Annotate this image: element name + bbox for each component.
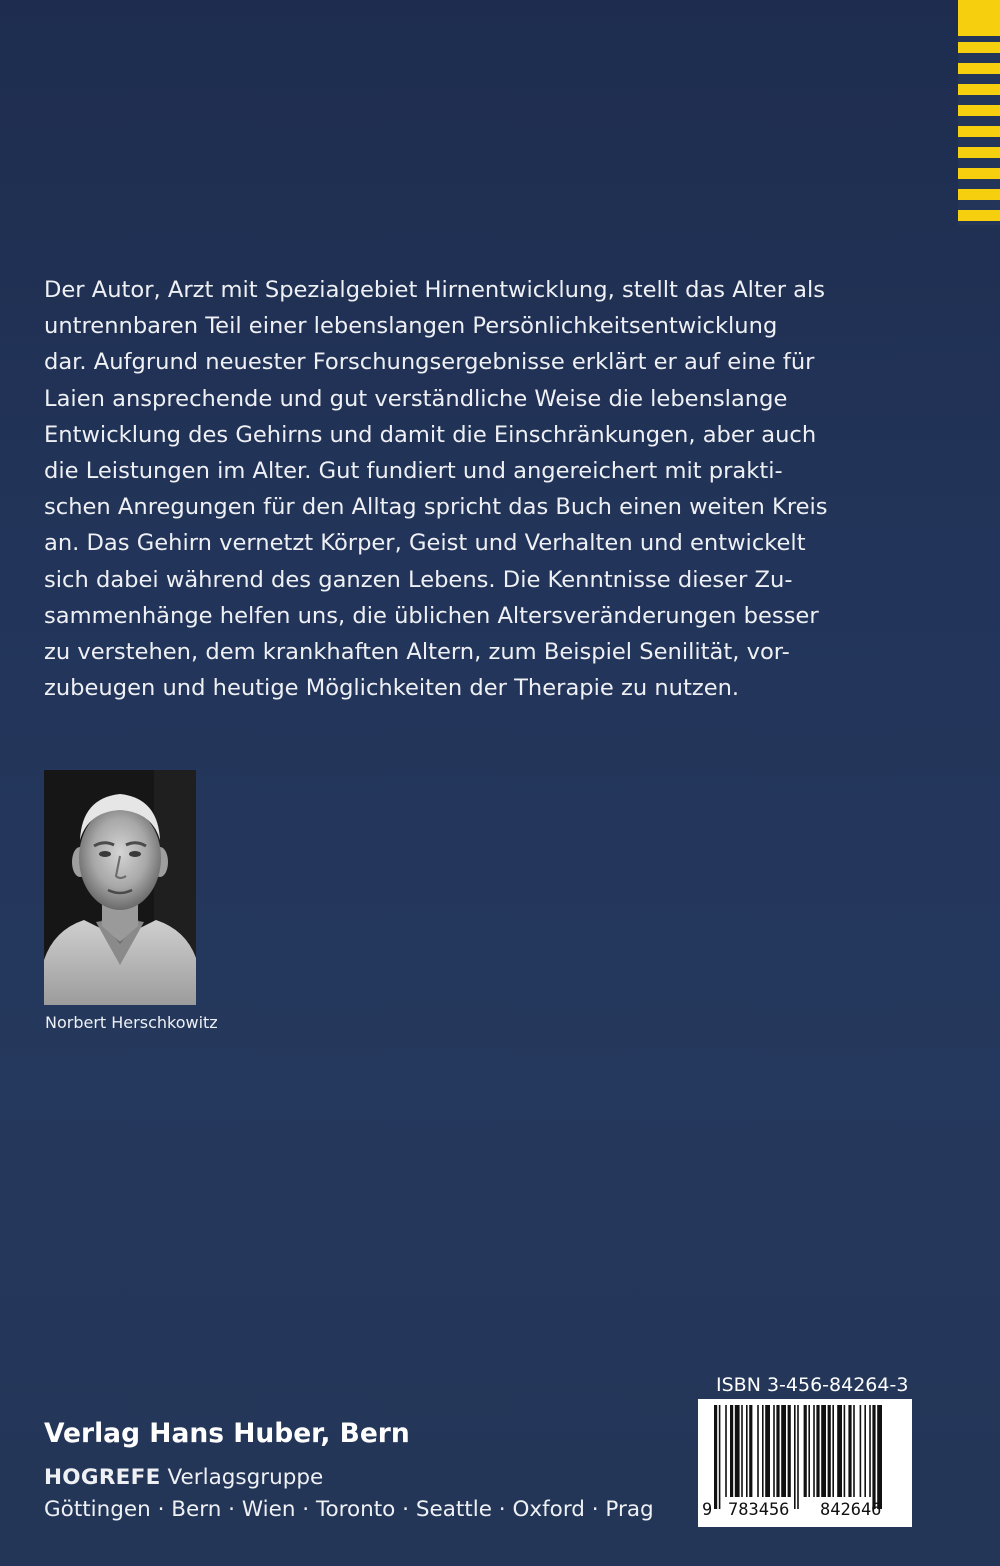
barcode-bar — [788, 1405, 791, 1497]
blurb-line: Der Autor, Arzt mit Spezialgebiet Hirnentwicklung, stellt das Alter als — [44, 277, 826, 303]
barcode-bar — [773, 1405, 775, 1497]
publisher-cities: Göttingen · Bern · Wien · Toronto · Seattle · Oxford · Prag — [44, 1497, 654, 1522]
barcode-bar — [832, 1405, 834, 1497]
publisher-name: Verlag Hans Huber, Bern — [44, 1418, 410, 1449]
group-label: Verlagsgruppe — [167, 1465, 324, 1490]
blurb-text — [44, 272, 902, 706]
barcode-digit-group: 9 — [702, 1500, 713, 1520]
blurb-line: untrennbaren Teil einer lebenslangen Persönlichkeitsentwicklung — [44, 313, 778, 340]
barcode-bar — [837, 1405, 842, 1497]
barcode-bar — [816, 1405, 819, 1497]
barcode-bar — [749, 1405, 752, 1497]
publisher-group — [44, 1465, 323, 1490]
barcode-bar — [853, 1405, 855, 1497]
barcode-bar — [776, 1405, 779, 1497]
barcode-bar — [808, 1405, 810, 1497]
barcode-bar — [735, 1405, 740, 1497]
blurb-line: dar. Aufgrund neuester Forschungsergebnisse erklärt er auf eine für — [44, 349, 815, 376]
barcode-bar — [848, 1405, 851, 1497]
barcode-bar — [762, 1405, 764, 1497]
barcode-bar — [746, 1405, 748, 1497]
barcode-digit-group: 842646 — [820, 1500, 882, 1520]
author-caption: Norbert Herschkowitz — [45, 1013, 218, 1032]
barcode-bar — [765, 1405, 770, 1497]
blurb-line: Entwicklung des Gehirns und damit die Einschränkungen, aber auch — [44, 421, 817, 448]
yellow-spine-stripes — [958, 0, 1000, 225]
barcode-bar — [860, 1405, 862, 1497]
barcode-bar — [730, 1405, 733, 1497]
isbn-label: ISBN 3-456-84264-3 — [716, 1374, 909, 1396]
barcode-bar — [741, 1405, 743, 1497]
blurb-line: sich dabei während des ganzen Lebens. Die Kenntnisse dieser Zu- — [44, 566, 793, 593]
barcode-bar — [821, 1405, 826, 1497]
barcode-bar — [872, 1405, 875, 1509]
blurb-line: an. Das Gehirn vernetzt Körper, Geist und Verhalten und entwickelt — [44, 530, 806, 557]
barcode-digits — [698, 1500, 912, 1524]
barcode-bar — [828, 1405, 831, 1497]
barcode-bar — [804, 1405, 807, 1497]
barcode-bar — [864, 1405, 866, 1497]
blurb-line: die Leistungen im Alter. Gut fundiert und angereichert mit prakti- — [44, 458, 783, 485]
blurb-line: Laien ansprechende und gut verständliche Weise die lebenslange — [44, 385, 788, 412]
group-brand: HOGREFE — [44, 1465, 161, 1490]
barcode-bar — [781, 1405, 786, 1497]
barcode-bar — [869, 1405, 871, 1497]
barcode-digit-group: 783456 — [728, 1500, 790, 1520]
blurb-line: zu verstehen, dem krankhaften Altern, zum Beispiel Senilität, vor- — [44, 639, 790, 666]
barcode-bar — [813, 1405, 815, 1497]
barcode — [698, 1399, 912, 1527]
barcode-bar — [757, 1405, 759, 1497]
barcode-bar — [797, 1405, 799, 1509]
blurb-line: zubeugen und heutige Möglichkeiten der Therapie zu nutzen. — [44, 675, 740, 702]
blurb-line: sammenhänge helfen uns, die üblichen Altersveränderungen besser — [44, 602, 819, 629]
barcode-bar — [714, 1405, 717, 1509]
barcode-bar — [725, 1405, 727, 1497]
blurb-line: schen Anregungen für den Alltag spricht das Buch einen weiten Kreis — [44, 494, 828, 521]
author-photo — [44, 770, 196, 1005]
barcode-bar — [794, 1405, 796, 1509]
barcode-bar — [719, 1405, 721, 1509]
barcode-bar — [844, 1405, 846, 1497]
barcode-bar — [877, 1405, 882, 1509]
